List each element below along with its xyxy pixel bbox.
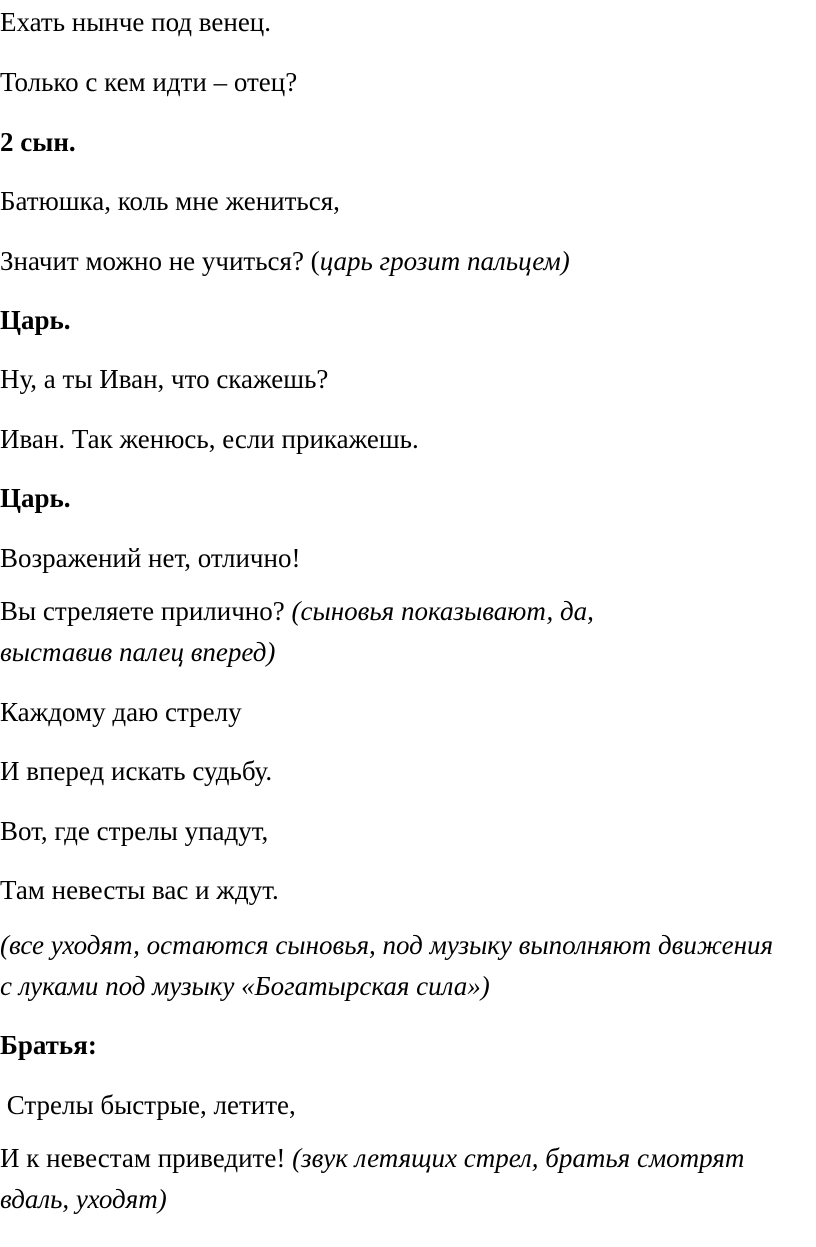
stage-direction: (сыновья показывают, да, выставив палец вперед) xyxy=(0,596,594,667)
verse-line xyxy=(0,591,700,673)
verse-text: И к невестам приведите! xyxy=(0,1143,293,1173)
verse-line: Возражений нет, отлично! xyxy=(0,543,301,573)
verse-line: Батюшка, коль мне жениться, xyxy=(0,186,340,216)
verse-line: Каждому даю стрелу xyxy=(0,697,242,727)
verse-line: Стрелы быстрые, летите, xyxy=(0,1090,296,1120)
verse-line: И вперед искать судьбу. xyxy=(0,756,273,786)
verse-line: Иван. Так женюсь, если прикажешь. xyxy=(0,424,419,454)
stage-direction: (все уходят, остаются сыновья, под музыку выполняют движения с луками под музыку «Богатырская сила») xyxy=(0,930,774,1001)
verse-text: Значит можно не учиться? ( xyxy=(0,246,320,276)
verse-line: Ну, а ты Иван, что скажешь? xyxy=(0,364,329,394)
verse-line xyxy=(0,243,810,279)
stage-direction: (звук летящих стрел, братья смотрят вдаль, уходят) xyxy=(0,1143,745,1214)
verse-line: Там невесты вас и ждут. xyxy=(0,875,279,905)
verse-text: Вы стреляете прилично? xyxy=(0,596,292,626)
speaker-heading: Царь. xyxy=(0,483,71,513)
verse-line: Ехать нынче под венец. xyxy=(0,7,272,37)
verse-line: Только с кем идти – отец? xyxy=(0,67,298,97)
speaker-heading: Братья: xyxy=(0,1030,97,1060)
speaker-heading: Царь. xyxy=(0,305,71,335)
speaker-heading: 2 сын. xyxy=(0,127,76,157)
verse-line: Вот, где стрелы упадут, xyxy=(0,816,269,846)
verse-line xyxy=(0,1138,760,1220)
stage-direction: царь грозит пальцем) xyxy=(319,246,570,276)
